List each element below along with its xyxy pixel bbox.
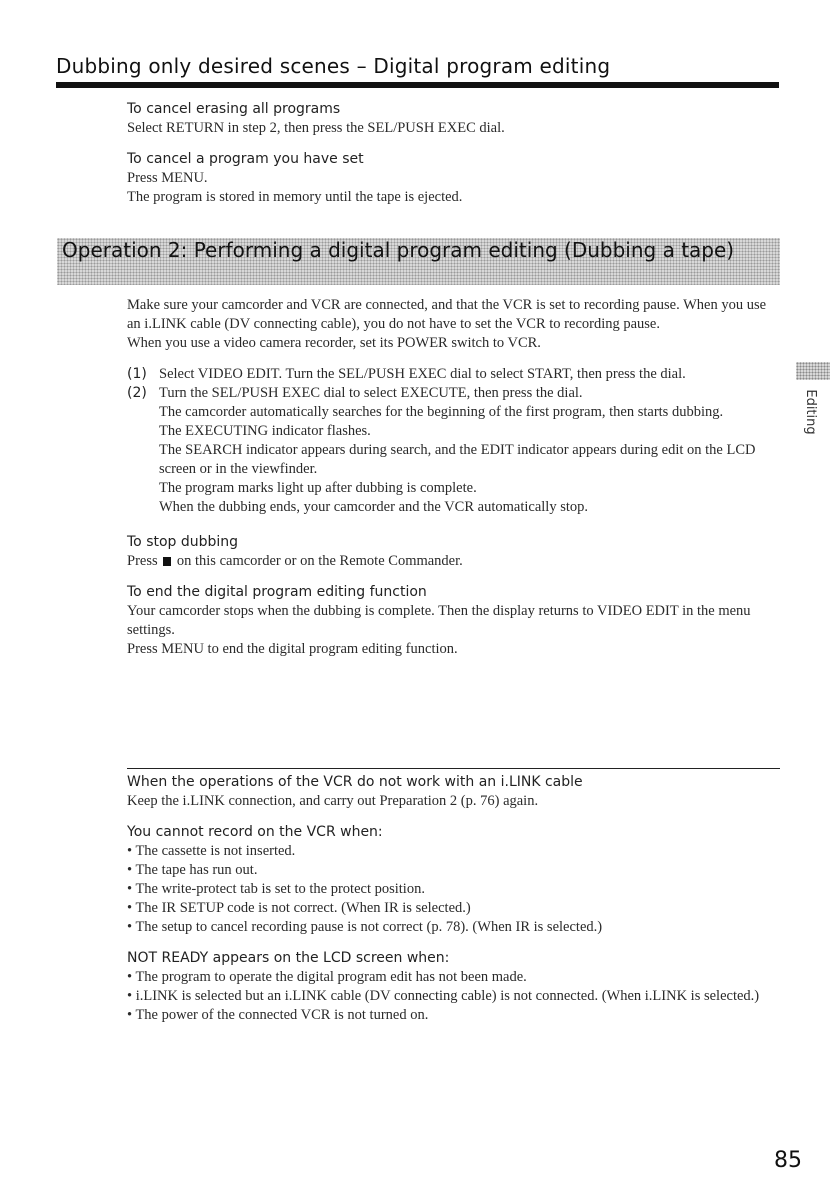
step-text: Turn the SEL/PUSH EXEC dial to select EXECUTE, then press the dial.	[159, 385, 583, 401]
cannot-record-item: • The write-protect tab is set to the protect position.	[127, 881, 425, 897]
cancel-program-line: Press MENU.	[127, 170, 208, 186]
operation-title: Operation 2: Performing a digital program editing (Dubbing a tape)	[62, 238, 735, 262]
operation-section	[127, 296, 782, 659]
ilink-text: Keep the i.LINK connection, and carry out Preparation 2 (p. 76) again.	[127, 793, 539, 809]
cancel-program-heading: To cancel a program you have set	[127, 151, 364, 167]
not-ready-heading: NOT READY appears on the LCD screen when:	[127, 950, 450, 966]
troubleshoot-rule	[127, 768, 780, 769]
stop-text-before: Press	[127, 553, 158, 569]
step-number: (1)	[127, 366, 147, 382]
stop-icon	[163, 557, 171, 566]
step-2	[127, 384, 782, 403]
not-ready-item: • The program to operate the digital program edit has not been made.	[127, 969, 527, 985]
cancel-section	[127, 100, 782, 207]
ilink-heading: When the operations of the VCR do not work with an i.LINK cable	[127, 774, 583, 790]
step-number: (2)	[127, 385, 147, 401]
header-rule	[56, 82, 779, 88]
step-detail: The EXECUTING indicator flashes.	[159, 423, 371, 439]
cannot-record-heading: You cannot record on the VCR when:	[127, 824, 383, 840]
operation-intro: When you use a video camera recorder, set its POWER switch to VCR.	[127, 335, 541, 351]
page-number: 85	[774, 1148, 802, 1173]
cannot-record-item: • The cassette is not inserted.	[127, 843, 296, 859]
step-1	[127, 365, 782, 384]
page-title: Dubbing only desired scenes – Digital program editing	[56, 54, 611, 78]
side-tab-label: Editing	[803, 389, 818, 435]
end-function-text: Press MENU to end the digital program editing function.	[127, 641, 458, 657]
end-function-text: Your camcorder stops when the dubbing is complete. Then the display returns to VIDEO EDIT in the menu settings.	[127, 603, 751, 638]
operation-intro: Make sure your camcorder and VCR are connected, and that the VCR is set to recording pause. When you use an i.LINK cable (DV connecting cable), you do not have to set the VCR to recording pause.	[127, 297, 767, 332]
step-detail: The camcorder automatically searches for the beginning of the first program, then starts dubbing.	[159, 404, 724, 420]
end-function-heading: To end the digital program editing function	[127, 584, 427, 600]
cancel-erase-heading: To cancel erasing all programs	[127, 101, 341, 117]
cancel-program-line: The program is stored in memory until the tape is ejected.	[127, 189, 463, 205]
troubleshoot-section	[127, 773, 782, 1025]
cannot-record-item: • The tape has run out.	[127, 862, 258, 878]
step-detail: The program marks light up after dubbing is complete.	[159, 480, 477, 496]
cannot-record-item: • The setup to cancel recording pause is not correct (p. 78). (When IR is selected.)	[127, 919, 603, 935]
step-detail: When the dubbing ends, your camcorder and the VCR automatically stop.	[159, 499, 588, 515]
stop-text-after: on this camcorder or on the Remote Commander.	[176, 553, 463, 569]
cancel-erase-text: Select RETURN in step 2, then press the SEL/PUSH EXEC dial.	[127, 120, 505, 136]
not-ready-item: • The power of the connected VCR is not turned on.	[127, 1007, 429, 1023]
stop-dubbing-text	[127, 552, 782, 571]
page-header	[56, 54, 776, 78]
step-text: Select VIDEO EDIT. Turn the SEL/PUSH EXEC dial to select START, then press the dial.	[159, 366, 686, 382]
cannot-record-item: • The IR SETUP code is not correct. (When IR is selected.)	[127, 900, 471, 916]
step-detail: The SEARCH indicator appears during search, and the EDIT indicator appears during edit on the LCD screen or in the viewfinder.	[159, 442, 756, 477]
stop-dubbing-heading: To stop dubbing	[127, 534, 239, 550]
not-ready-item: • i.LINK is selected but an i.LINK cable (DV connecting cable) is not connected. (When i.LINK is selected.)	[127, 988, 760, 1004]
